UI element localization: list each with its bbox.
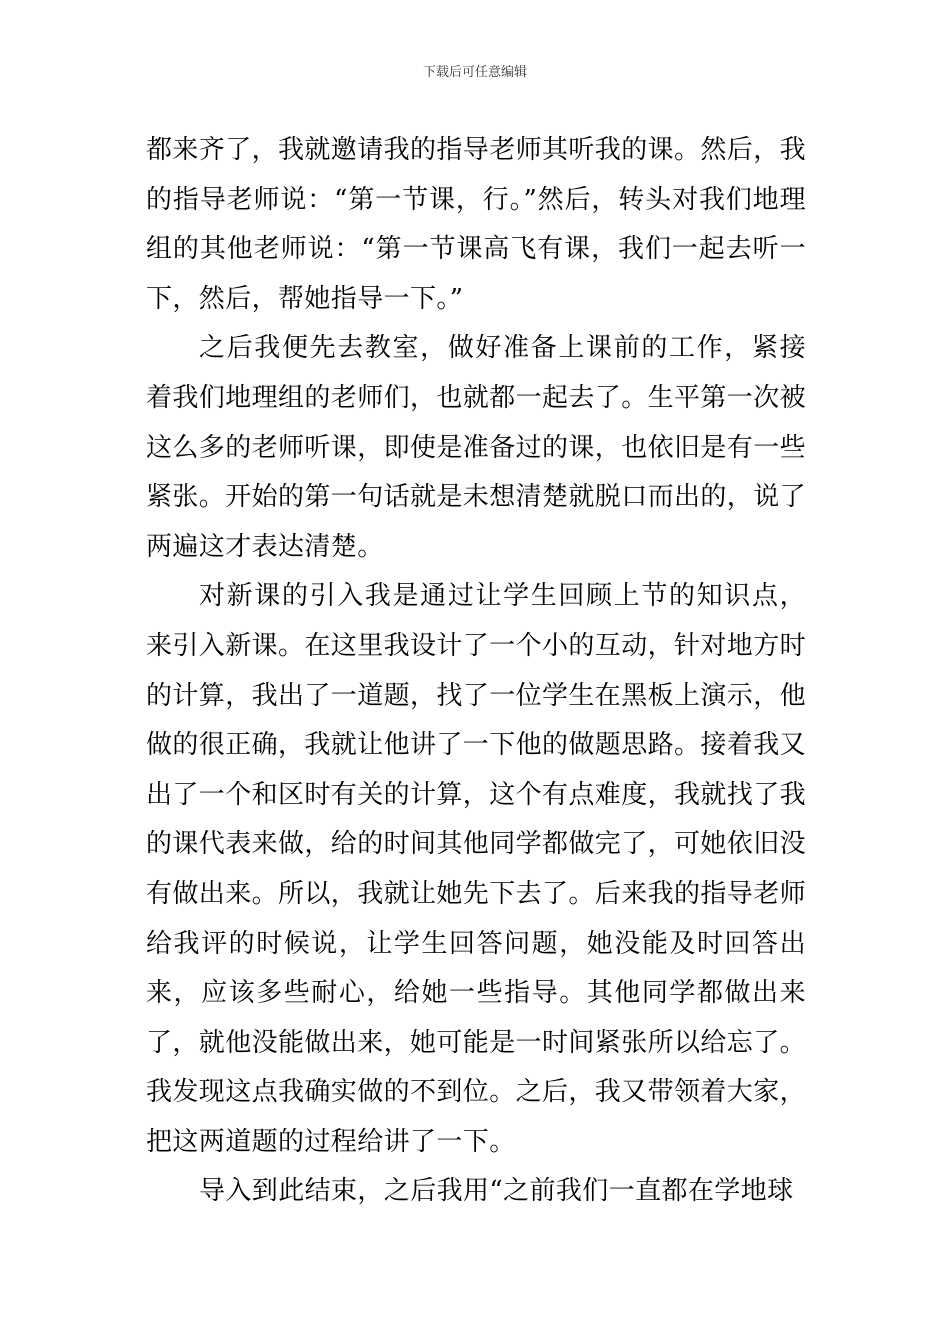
paragraph-4: 导入到此结束，之后我用“之前我们一直都在学地球 [199,1176,794,1207]
document-body [146,126,806,1217]
paragraph-3: 对新课的引入我是通过让学生回顾上节的知识点，来引入新课。在这里我设计了一个小的互动，针对地方时的计算，我出了一道题，找了一位学生在黑板上演示，他做的很正确，我就让他讲了一下他的做题思路。接着我又出了一个和区时有关的计算，这个有点难度，我就找了我的课代表来做，给的时间其他同学都做完了，可她依旧没有做出来。所以，我就让她先下去了。后来我的指导老师给我评的时候说，让学生回答问题，她没能及时回答出来，应该多些耐心，给她一些指导。其他同学都做出来了，就他没能做出来，她可能是一时间紧张所以给忘了。我发现这点我确实做的不到位。之后，我又带领着大家，把这两道题的过程给讲了一下。 [146,581,807,1157]
page-header: 下载后可任意编辑 [422,65,527,80]
paragraph-2: 之后我便先去教室，做好准备上课前的工作，紧接着我们地理组的老师们，也就都一起去了。生平第一次被这么多的老师听课，即使是准备过的课，也依旧是有一些紧张。开始的第一句话就是未想清楚就脱口而出的，说了两遍这才表达清楚。 [146,333,807,562]
paragraph-1: 都来齐了，我就邀请我的指导老师其听我的课。然后，我的指导老师说：“第一节课，行。”然后，转头对我们地理组的其他老师说：“第一节课高飞有课，我们一起去听一下，然后，帮她指导一下。” [146,135,807,314]
